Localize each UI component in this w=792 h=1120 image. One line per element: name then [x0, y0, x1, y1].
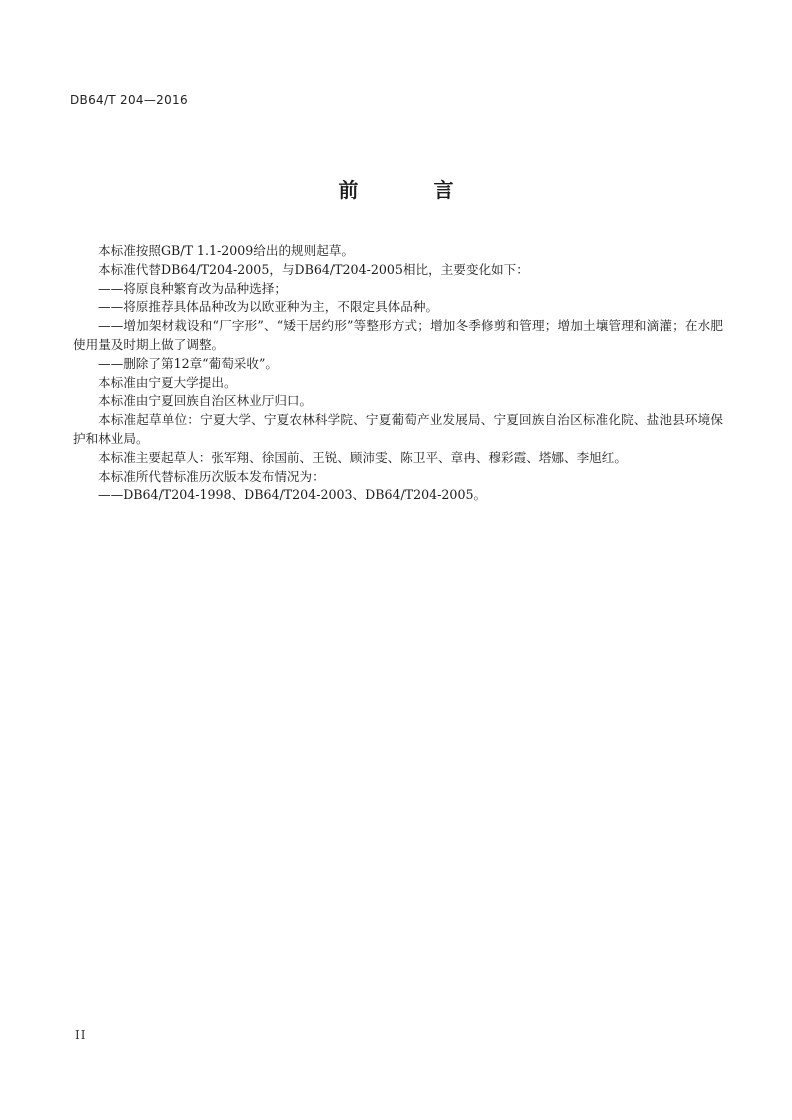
change-item: ——增加架材栽设和“厂字形”、“矮干居约形”等整形方式；增加冬季修剪和管理；增加土壤管理和滴灌；在水肥使用量及时期上做了调整。: [73, 318, 723, 352]
page-number: II: [75, 1028, 87, 1042]
paragraph-administrator: 本标准由宁夏回族自治区林业厅归口。: [98, 393, 313, 409]
paragraph-drafting-units: 本标准起草单位：宁夏大学、宁夏农林科学院、宁夏葡萄产业发展局、宁夏回族自治区标准化院、盐池县环境保护和林业局。: [73, 412, 723, 446]
page-title: 前 言: [338, 178, 488, 202]
paragraph-drafters: 本标准主要起草人：张军翔、徐国前、王锐、顾沛雯、陈卫平、章冉、穆彩霞、塔娜、李旭红。: [98, 449, 627, 465]
preface-body: [73, 242, 723, 505]
paragraph-proposer: 本标准由宁夏大学提出。: [98, 374, 237, 390]
change-item: ——删除了第12章“葡萄采收”。: [98, 355, 279, 371]
paragraph-replacement: 本标准代替DB64/T204-2005，与DB64/T204-2005相比，主要变化如下：: [98, 261, 529, 277]
paragraph-history-intro: 本标准所代替标准历次版本发布情况为：: [98, 468, 325, 484]
paragraph-drafting-rule: 本标准按照GB/T 1.1-2009给出的规则起草。: [98, 243, 355, 258]
change-item: ——将原推荐具体品种改为以欧亚种为主，不限定具体品种。: [98, 299, 439, 315]
change-item: ——将原良种繁育改为品种选择；: [98, 280, 287, 296]
document-code: DB64/T 204—2016: [70, 93, 188, 107]
history-item: ——DB64/T204-1998、DB64/T204-2003、DB64/T204-2005。: [98, 487, 487, 503]
